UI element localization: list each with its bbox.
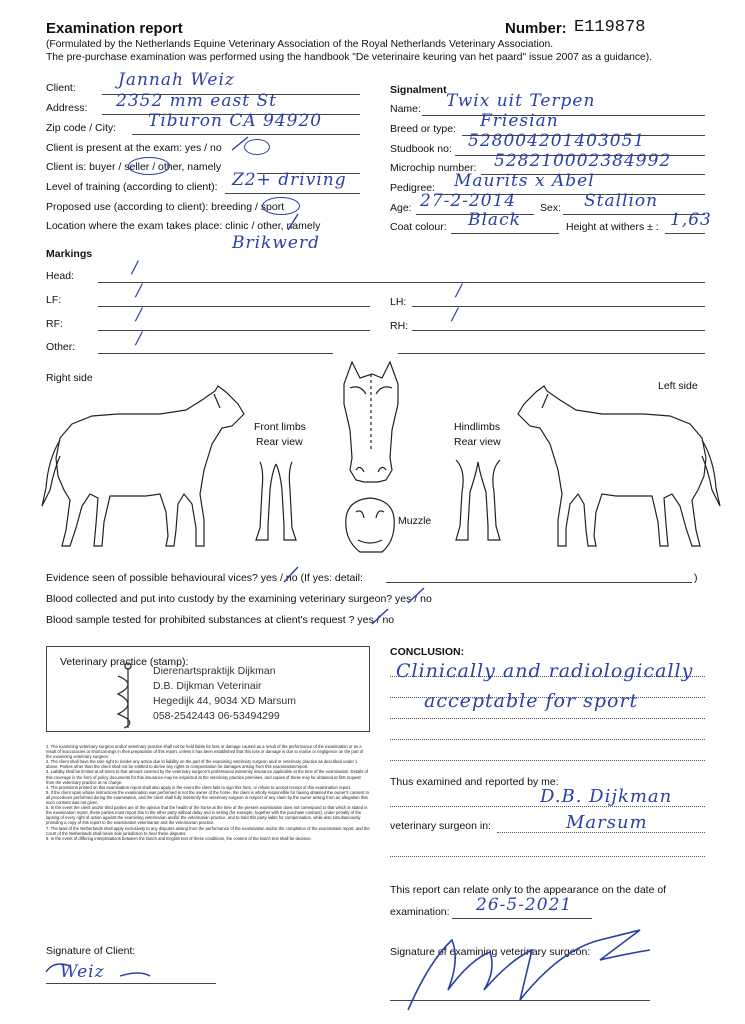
address-label: Address: — [46, 102, 88, 114]
rf-label: RF: — [46, 318, 63, 330]
other-label: Other: — [46, 341, 76, 353]
vet-signature-label: Signature of examining veterinary surgeon: — [390, 946, 591, 958]
head-label: Head: — [46, 270, 75, 282]
client-signature-label: Signature of Client: — [46, 945, 136, 957]
conclusion-label: CONCLUSION: — [390, 646, 465, 658]
breed-value: Friesian — [480, 111, 559, 131]
location-label: Location where the exam takes place: clinic / other, namely — [46, 220, 321, 232]
term-4: 4. The provisions printed on this examination report shall also apply in the event the client fails to sign this form, or refuse to accept receipt of this examination report. — [46, 784, 352, 790]
client-present-label: Client is present at the exam: yes / no — [46, 142, 222, 154]
blood-tested-question: Blood sample tested for prohibited substances at client's request ? yes / no — [46, 614, 395, 626]
examined-by-label: Thus examined and reported by me: — [390, 776, 559, 788]
training-value: Z2+ driving — [232, 170, 347, 190]
other-value: / — [136, 329, 143, 349]
hind-rear-view-label: Rear view — [454, 436, 501, 448]
training-label: Level of training (according to client): — [46, 181, 218, 193]
report-number: E119878 — [574, 18, 646, 37]
lf-value: / — [136, 281, 143, 301]
studbook-value: 528004201403051 — [468, 131, 646, 151]
page-title: Examination report — [46, 20, 183, 37]
height-label: Height at withers ± : — [566, 221, 659, 233]
number-label: Number: — [505, 20, 567, 37]
term-3: 3. Liability shall be limited at all times to that amount covered by the veterinary surgeon's professional indemnity insurance applicable at the time of the examination. Details of this coverage in the form of policy documents for this insurance may be inspected at the veterinary practice premises, and copies of these may be obtained at first request from the veterinary practice at no charge. — [46, 769, 369, 785]
zip-label: Zip code / City: — [46, 122, 117, 134]
subtitle-line-1: (Formulated by the Netherlands Equine Veterinary Association of the Royal Netherlands Veterinary Association. — [46, 39, 554, 50]
stamp-line-1: Dierenartspraktijk Dijkman — [153, 665, 276, 677]
location-value: Brikwerd — [232, 233, 320, 253]
name-label: Name: — [390, 103, 421, 115]
microchip-label: Microchip number: — [390, 162, 477, 174]
sex-value: Stallion — [584, 191, 659, 211]
examined-by-value: D.B. Dijkman — [540, 786, 673, 807]
stamp-line-3: Hegedijk 44, 9034 XD Marsum — [153, 695, 296, 707]
lh-value: / — [456, 281, 463, 301]
subtitle-line-2: The pre-purchase examination was performed using the handbook "De veterinaire keuring van het paard" issue 2007 as a guidance). — [46, 52, 653, 63]
muzzle-label: Muzzle — [398, 515, 432, 527]
zip-value: Tiburon CA 94920 — [148, 111, 323, 131]
client-role-label: Client is: buyer / seller / other, namely — [46, 161, 222, 173]
behaviour-close: ) — [694, 572, 698, 584]
front-limbs-label: Front limbs — [254, 421, 306, 433]
coat-value: Black — [468, 210, 521, 230]
term-8: 8. In the event of differing interpretations between the Dutch and English text of these conditions, the content of the Dutch text shall be decisive. — [46, 835, 312, 841]
hindlimbs-label: Hindlimbs — [454, 421, 501, 433]
surgeon-in-label: veterinary surgeon in: — [390, 820, 491, 832]
signalment-title: Signalment — [390, 84, 447, 96]
stamp-line-4: 058-2542443 06-53494299 — [153, 710, 280, 722]
microchip-value: 528210002384992 — [494, 151, 672, 171]
rh-label: RH: — [390, 320, 409, 332]
appearance-text: This report can relate only to the appearance on the date of — [390, 884, 667, 896]
conclusion-line-2: acceptable for sport — [424, 690, 639, 712]
rf-value: / — [136, 305, 143, 325]
surgeon-in-value: Marsum — [566, 812, 648, 833]
pedigree-label: Pedigree: — [390, 182, 435, 194]
behaviour-question: Evidence seen of possible behavioural vices? yes / no (If yes: detail: — [46, 572, 363, 584]
term-5: 5. If the client upon whose instructions the examination was performed is not the owner of the horse, the client is wholly responsible for having obtained the owner's consent to all procedures performed during the examination, and the client shall fully indemnify the veterinary surgeon in respect of any claim by the owner arising from an allegation that such consent was not given. — [46, 789, 369, 806]
age-label: Age: — [390, 202, 412, 214]
term-1: 1. The examining veterinary surgeon and/or veterinary practice shall not be held liable for loss or damage caused as a result of the performance of the examination or as a result of inaccuracies or shortcomings in their preparation of this report, unless it has been established that this loss or damage is due to malice or negligence on the part of the examining veterinary surgeon. — [46, 744, 364, 760]
sex-label: Sex: — [540, 202, 562, 214]
breed-label: Breed or type: — [390, 123, 456, 135]
age-value: 27-2-2014 — [420, 191, 517, 211]
address-value: 2352 mm east St — [116, 91, 277, 111]
proposed-use-label: Proposed use (according to client): breeding / sport — [46, 201, 285, 213]
rh-value: / — [452, 305, 459, 325]
markings-title: Markings — [46, 248, 93, 260]
client-value: Jannah Weiz — [118, 70, 235, 90]
examination-date-value: 26-5-2021 — [476, 895, 573, 915]
height-value: 1,63 — [670, 210, 712, 230]
term-6: 6. In the event the client and/or third parties are of the opinion that the health of the horse at the time of the present examination does not correspond to that which is stated in the examination report, these parties must report this to the other party without delay and in writing (for example, together with the purchase contract), under penalty of the lapsing of every right of action against the examining veterinarian and/or the veterinarian practice, and to hold this party liable for compensation, while also simultaneously providing a copy of this report to the examination veterinarian and the veterinarian practice. — [46, 805, 368, 826]
examination-date-label: examination: — [390, 906, 450, 918]
right-side-label: Right side — [46, 372, 93, 384]
front-rear-view-label: Rear view — [256, 436, 303, 448]
lf-label: LF: — [46, 294, 62, 306]
conclusion-line-1: Clinically and radiologically — [396, 660, 694, 682]
name-value: Twix uit Terpen — [446, 91, 596, 111]
head-value: / — [132, 258, 139, 278]
stamp-label: Veterinary practice (stamp): — [60, 656, 189, 668]
lh-label: LH: — [390, 296, 407, 308]
studbook-label: Studbook no: — [390, 143, 452, 155]
left-side-label: Left side — [658, 380, 698, 392]
pedigree-value: Maurits x Abel — [454, 171, 595, 191]
blood-custody-question: Blood collected and put into custody by the examining veterinary surgeon? yes / no — [46, 593, 432, 605]
coat-label: Coat colour: — [390, 221, 447, 233]
term-7: 7. The laws of the Netherlands shall apply exclusively to any disputes arising from the performance of the examination and/or the completion of the examination report, and the Court of the Netherlands shall retain sole jurisdiction to hear these disputes. — [46, 825, 370, 836]
client-signature-value: Weiz — [60, 962, 105, 982]
term-2: 2. The client shall have the sole right to invoke any action due to liability on the part of the examining veterinary surgeon and/ or veterinary practice as described under 1 above. Parties other than the client shall not be entitled to derive any rights to compensation for damages arising from this examination/report. — [46, 759, 358, 770]
client-label: Client: — [46, 82, 76, 94]
stamp-line-2: D.B. Dijkman Veterinair — [153, 680, 262, 692]
